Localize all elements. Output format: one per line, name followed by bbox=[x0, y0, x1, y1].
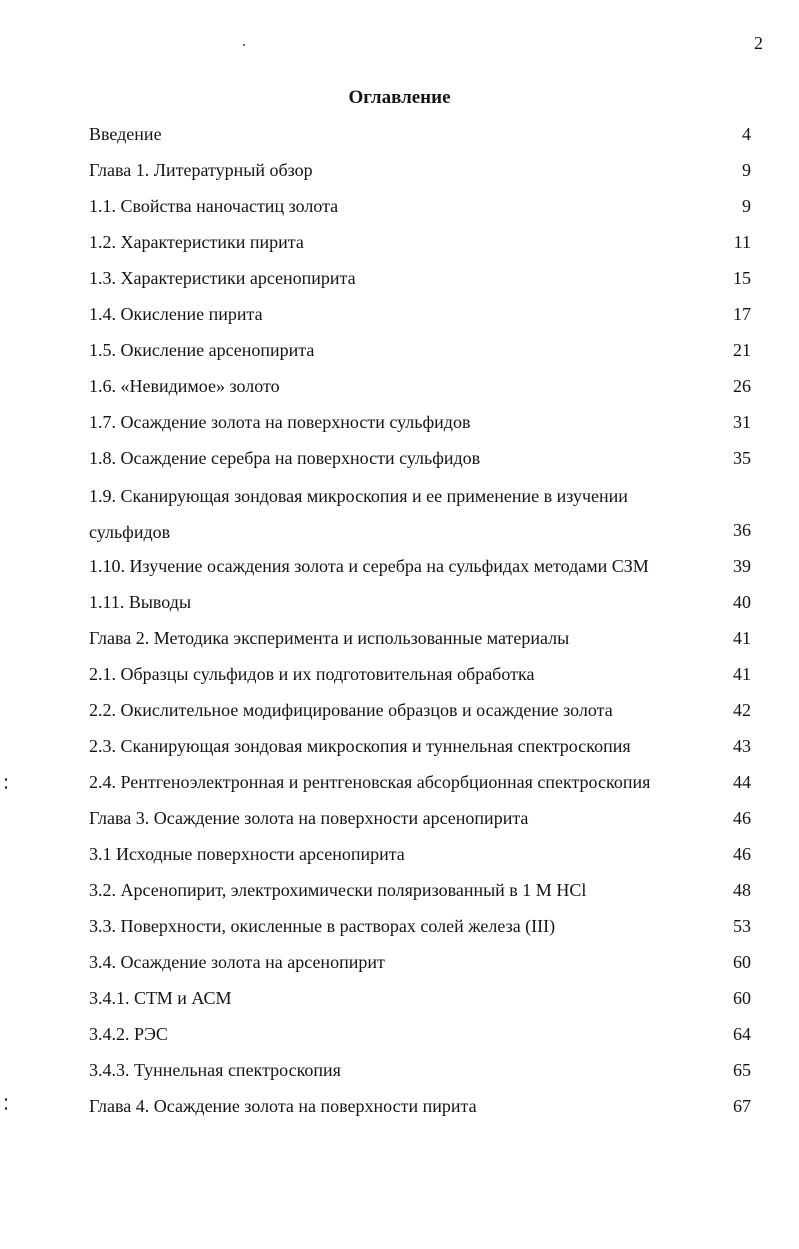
toc-entry-label: 2.4. Рентгеноэлектронная и рентгеновская абсорбционная спектроскопия bbox=[89, 772, 651, 792]
toc-entry-label: 1.10. Изучение осаждения золота и серебра на сульфидах методами СЗМ bbox=[89, 556, 649, 576]
toc-entry-label: 1.3. Характеристики арсенопирита bbox=[89, 268, 356, 288]
toc-entry[interactable] bbox=[0, 988, 799, 1024]
toc-entry-page: 26 bbox=[733, 376, 751, 396]
toc-entry-label: 2.3. Сканирующая зондовая микроскопия и туннельная спектроскопия bbox=[89, 736, 631, 756]
toc-entry[interactable] bbox=[0, 736, 799, 772]
toc-entry-page: 41 bbox=[733, 628, 751, 648]
toc-entry-label: 2.1. Образцы сульфидов и их подготовительная обработка bbox=[89, 664, 535, 684]
toc-entry-label: Глава 1. Литературный обзор bbox=[89, 160, 313, 180]
toc-entry-page: 9 bbox=[742, 160, 751, 180]
toc-entry-page: 43 bbox=[733, 736, 751, 756]
toc-entry-page: 21 bbox=[733, 340, 751, 360]
toc-entry[interactable] bbox=[0, 340, 799, 376]
toc-entry-page: 11 bbox=[733, 232, 751, 252]
toc-entry[interactable] bbox=[0, 916, 799, 952]
toc-entry-page: 39 bbox=[733, 556, 751, 576]
toc-entry-page: 15 bbox=[733, 268, 751, 288]
toc-entry-label: 2.2. Окислительное модифицирование образцов и осаждение золота bbox=[89, 700, 613, 720]
toc-entry-page: 60 bbox=[733, 952, 751, 972]
toc-entry-page: 4 bbox=[742, 124, 751, 144]
toc-entry[interactable] bbox=[0, 1096, 799, 1132]
toc-entry-page: 42 bbox=[733, 700, 751, 720]
toc-entry-page: 64 bbox=[733, 1024, 751, 1044]
toc-entry-label: 3.4.2. РЭС bbox=[89, 1024, 168, 1044]
toc-entry-page: 53 bbox=[733, 916, 751, 936]
page-number: 2 bbox=[754, 33, 763, 53]
toc-entry[interactable] bbox=[0, 160, 799, 196]
toc-entry-page: 65 bbox=[733, 1060, 751, 1080]
toc-entry[interactable] bbox=[0, 808, 799, 844]
toc-entry[interactable] bbox=[0, 880, 799, 916]
toc-entry-page: 17 bbox=[733, 304, 751, 324]
toc-entry[interactable] bbox=[0, 376, 799, 412]
toc-entry[interactable] bbox=[0, 628, 799, 664]
toc-entry-page: 36 bbox=[733, 520, 751, 540]
toc-entry-label: 3.3. Поверхности, окисленные в растворах солей железа (III) bbox=[89, 916, 556, 936]
toc-entry-label: 1.5. Окисление арсенопирита bbox=[89, 340, 315, 360]
toc-entry[interactable] bbox=[0, 478, 799, 550]
page-title: Оглавление bbox=[348, 87, 451, 108]
toc-entry-label: Глава 2. Методика эксперимента и использованные материалы bbox=[89, 628, 570, 648]
toc-entry-label: 1.8. Осаждение серебра на поверхности сульфидов bbox=[89, 448, 481, 468]
toc-entry-label: 3.2. Арсенопирит, электрохимически поляризованный в 1 М HCl bbox=[89, 880, 587, 900]
toc-entry-page: 44 bbox=[733, 772, 751, 792]
toc-entry-label: 3.4.3. Туннельная спектроскопия bbox=[89, 1060, 341, 1080]
toc-entry-label: 1.1. Свойства наночастиц золота bbox=[89, 196, 339, 216]
toc-entry-page: 60 bbox=[733, 988, 751, 1008]
toc-entry-label: 1.2. Характеристики пирита bbox=[89, 232, 304, 252]
toc-entry[interactable] bbox=[0, 412, 799, 448]
toc-entry-page: 46 bbox=[733, 844, 751, 864]
toc-entry[interactable] bbox=[0, 844, 799, 880]
toc-entry[interactable] bbox=[0, 124, 799, 160]
toc-entry-label: Глава 4. Осаждение золота на поверхности пирита bbox=[89, 1096, 477, 1116]
toc-entry-page: 40 bbox=[733, 592, 751, 612]
toc-entry[interactable] bbox=[0, 700, 799, 736]
toc-entry[interactable] bbox=[0, 304, 799, 340]
toc-entry-label: 1.11. Выводы bbox=[89, 592, 192, 612]
toc-entry-page: 41 bbox=[733, 664, 751, 684]
toc-entry-label: 3.1 Исходные поверхности арсенопирита bbox=[89, 844, 405, 864]
toc-entry[interactable] bbox=[0, 664, 799, 700]
toc-entry-label: 3.4. Осаждение золота на арсенопирит bbox=[89, 952, 385, 972]
toc-entry-label: 1.9. Сканирующая зондовая микроскопия и ее применение в изучении сульфидов bbox=[89, 486, 628, 542]
toc-entry-page: 46 bbox=[733, 808, 751, 828]
toc-entry-label: 1.7. Осаждение золота на поверхности сульфидов bbox=[89, 412, 471, 432]
toc-entry-page: 67 bbox=[733, 1096, 751, 1116]
toc-entry-page: 35 bbox=[733, 448, 751, 468]
toc-entry-label: 1.4. Окисление пирита bbox=[89, 304, 263, 324]
scan-speck bbox=[243, 44, 245, 46]
toc-entry-page: 48 bbox=[733, 880, 751, 900]
toc-entry-label: 1.6. «Невидимое» золото bbox=[89, 376, 280, 396]
toc-entry-label: Введение bbox=[89, 124, 162, 144]
toc-entry[interactable] bbox=[0, 1060, 799, 1096]
toc-entry[interactable] bbox=[0, 196, 799, 232]
toc-entry-label: 3.4.1. СТМ и АСМ bbox=[89, 988, 232, 1008]
toc-entry[interactable] bbox=[0, 952, 799, 988]
toc-entry-page: 31 bbox=[733, 412, 751, 432]
toc-entry[interactable] bbox=[0, 556, 799, 592]
toc-entry-page: 9 bbox=[742, 196, 751, 216]
toc-entry[interactable] bbox=[0, 268, 799, 304]
toc-entry-label: Глава 3. Осаждение золота на поверхности арсенопирита bbox=[89, 808, 529, 828]
toc-entry[interactable] bbox=[0, 772, 799, 808]
toc-entry[interactable] bbox=[0, 1024, 799, 1060]
toc-entry[interactable] bbox=[0, 592, 799, 628]
toc-entry[interactable] bbox=[0, 232, 799, 268]
